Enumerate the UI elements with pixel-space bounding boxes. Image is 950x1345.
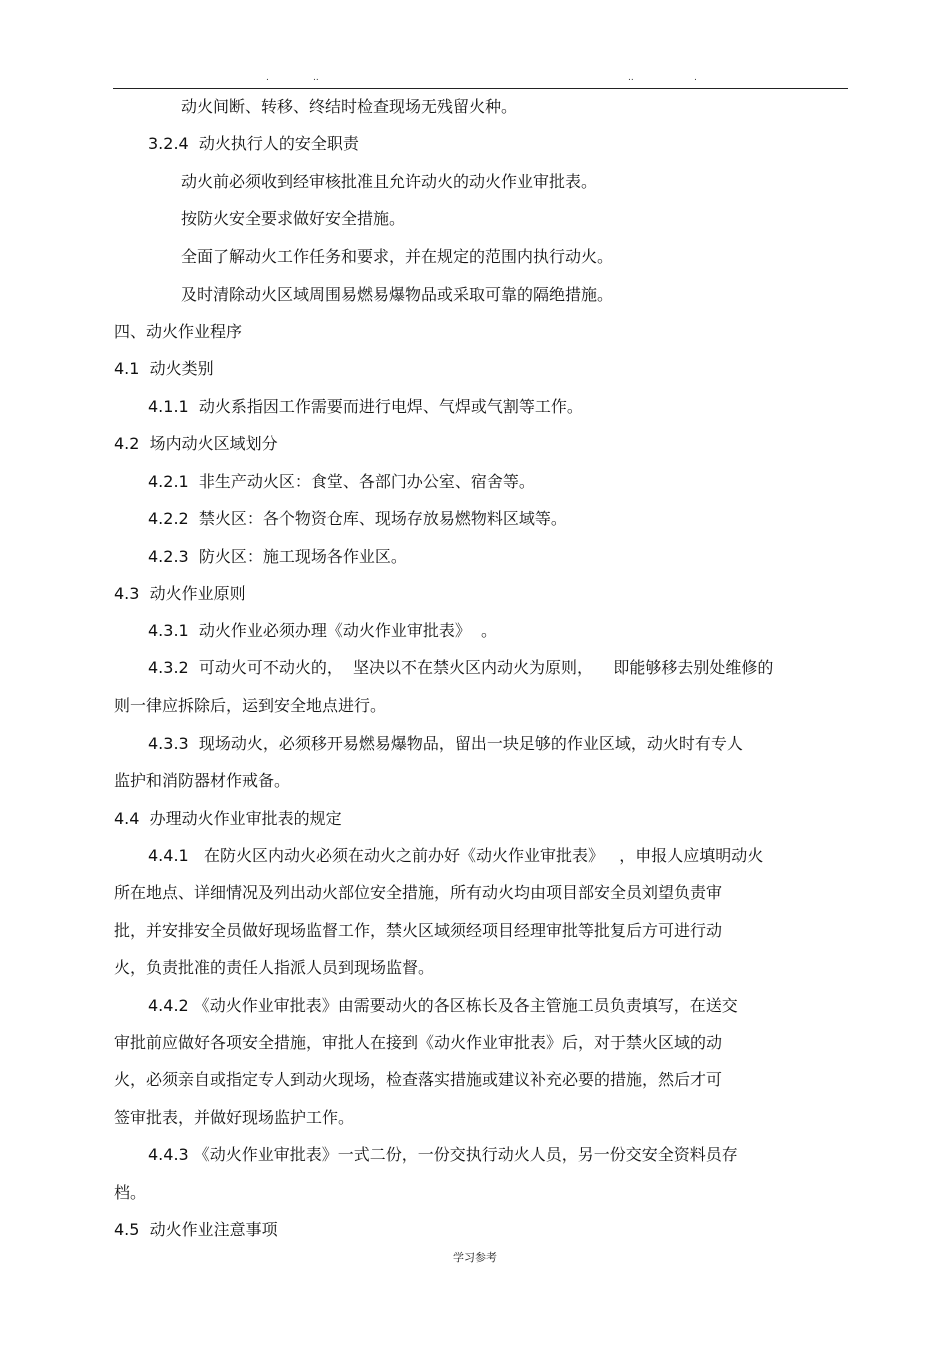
text-line: 审批前应做好各项安全措施，审批人在接到《动火作业审批表》后，对于禁火区域的动 bbox=[114, 1033, 723, 1052]
text-line: 批，并安排安全员做好现场监督工作，禁火区域须经项目经理审批等批复后方可进行动 bbox=[114, 921, 723, 940]
text-line: 签审批表，并做好现场监护工作。 bbox=[114, 1108, 355, 1127]
section-heading: 4.2 场内动火区域划分 bbox=[114, 434, 278, 453]
text-line: 动火前必须收到经审核批准且允许动火的动火作业审批表。 bbox=[181, 172, 598, 191]
section-heading: 4.1 动火类别 bbox=[114, 359, 214, 378]
section-heading: 4.5 动火作业注意事项 bbox=[114, 1220, 278, 1239]
text-line: 4.4.1 在防火区内动火必须在动火之前办好《动火作业审批表》 ，申报人应填明动火 bbox=[148, 846, 764, 865]
text-line: 档。 bbox=[114, 1183, 147, 1202]
text-line: 按防火安全要求做好安全措施。 bbox=[181, 209, 406, 228]
page-footer: 学习参考 bbox=[453, 1251, 497, 1264]
header-mark: .. bbox=[313, 73, 319, 83]
text-line: 4.2.3 防火区：施工现场各作业区。 bbox=[148, 547, 407, 566]
text-line: 则一律应拆除后，运到安全地点进行。 bbox=[114, 696, 387, 715]
header-rule bbox=[113, 88, 848, 89]
text-line: 4.2.2 禁火区：各个物资仓库、现场存放易燃物料区域等。 bbox=[148, 509, 567, 528]
header-mark: . bbox=[694, 73, 697, 83]
text-line: 4.4.3 《动火作业审批表》一式二份，一份交执行动火人员，另一份交安全资料员存 bbox=[148, 1145, 738, 1164]
text-line: 监护和消防器材作戒备。 bbox=[114, 771, 291, 790]
text-line: 动火间断、转移、终结时检查现场无残留火种。 bbox=[181, 97, 518, 116]
page-header-marks bbox=[0, 72, 950, 84]
header-mark: . bbox=[266, 73, 269, 83]
section-heading: 4.4 办理动火作业审批表的规定 bbox=[114, 809, 342, 828]
text-line: 火，必须亲自或指定专人到动火现场，检查落实措施或建议补充必要的措施，然后才可 bbox=[114, 1070, 723, 1089]
text-line: 全面了解动火工作任务和要求，并在规定的范围内执行动火。 bbox=[181, 247, 614, 266]
chapter-heading: 四、动火作业程序 bbox=[114, 322, 243, 341]
text-line: 4.4.2 《动火作业审批表》由需要动火的各区栋长及各主管施工员负责填写，在送交 bbox=[148, 996, 738, 1015]
text-line: 4.3.3 现场动火，必须移开易燃易爆物品，留出一块足够的作业区域，动火时有专人 bbox=[148, 734, 743, 753]
text-line: 4.3.1 动火作业必须办理《动火作业审批表》 。 bbox=[148, 621, 498, 640]
text-line: 及时清除动火区域周围易燃易爆物品或采取可靠的隔绝措施。 bbox=[181, 285, 614, 304]
section-heading: 3.2.4 动火执行人的安全职责 bbox=[148, 134, 359, 153]
text-line: 4.1.1 动火系指因工作需要而进行电焊、气焊或气割等工作。 bbox=[148, 397, 583, 416]
text-line: 4.2.1 非生产动火区：食堂、各部门办公室、宿舍等。 bbox=[148, 472, 535, 491]
text-line: 4.3.2 可动火可不动火的， 坚决以不在禁火区内动火为原则， 即能够移去别处维修的 bbox=[148, 658, 774, 677]
text-line: 火，负责批准的责任人指派人员到现场监督。 bbox=[114, 958, 435, 977]
section-heading: 4.3 动火作业原则 bbox=[114, 584, 246, 603]
text-line: 所在地点、详细情况及列出动火部位安全措施，所有动火均由项目部安全员刘望负责审 bbox=[114, 883, 723, 902]
header-mark: .. bbox=[628, 73, 634, 83]
